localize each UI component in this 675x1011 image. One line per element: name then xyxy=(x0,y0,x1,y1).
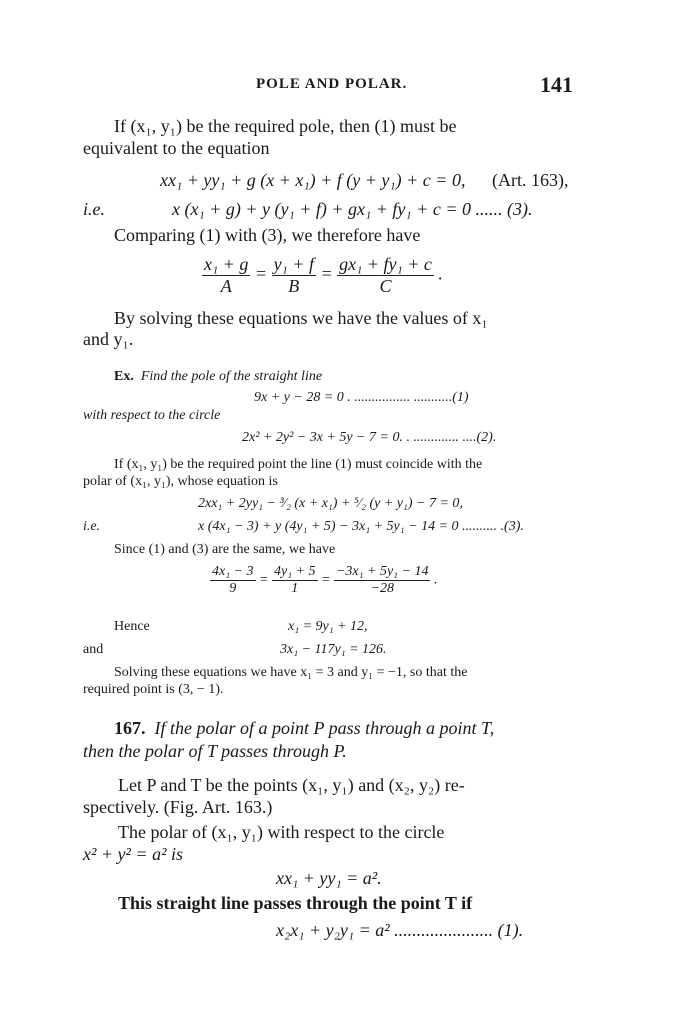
equation-1-ref: (Art. 163), xyxy=(492,170,569,190)
example-sentence-1: If (x₁, y₁) be the required point the line (1) must coincide with the xyxy=(114,457,483,472)
fraction-2: $\frac{\text{y₁ + f}}{B}$ xyxy=(273,254,314,296)
example-ie-label: i.e. xyxy=(83,519,101,534)
para-1-line-2: equivalent to the equation xyxy=(83,138,270,158)
example-sentence-5: required point is (3, − 1). xyxy=(83,682,224,697)
equation-3: $\frac{\text{x₁ + g}}{A}$ = $\frac{\text{y₁ + f}}{B}$ = $\frac{\text{gx₁ + fy₁ + c}}{C}$ . xyxy=(204,254,443,296)
article-167-line-3: The polar of (x₁, y₁) with respect to the circle xyxy=(118,822,445,842)
example-eq-3: 2xx₁ + 2yy₁ − ³⁄₂ (x + x₁) + ⁵⁄₂ (y + y₁) − 7 = 0, xyxy=(198,496,463,511)
equation-1: xx₁ + yy₁ + g (x + x₁) + f (y + y₁) + c = 0, xyxy=(160,170,466,190)
example-sentence-3: Since (1) and (3) are the same, we have xyxy=(114,542,336,557)
para-1-line-1: If (x₁, y₁) be the required pole, then (1) must be xyxy=(114,116,457,136)
equation-2: x (x₁ + g) + y (y₁ + f) + gx₁ + fy₁ + c = 0 ...... (3). xyxy=(172,199,533,219)
page-number: 141 xyxy=(540,72,573,97)
article-167-line-5: This straight line passes through the point T if xyxy=(118,893,473,913)
example-eq-2: 2x² + 2y² − 3x + 5y − 7 = 0. . ............. ....(2). xyxy=(242,430,497,445)
article-167-eq-2: x₂x₁ + y₂y₁ = a² ...................... (1). xyxy=(276,920,524,940)
example-sentence-4: Solving these equations we have x₁ = 3 and y₁ = −1, so that the xyxy=(114,665,468,680)
hence-label: Hence xyxy=(114,619,150,634)
article-167-theorem-line-2: then the polar of T passes through P. xyxy=(83,741,347,761)
fraction-1: $\frac{\text{x₁ + g}}{A}$ xyxy=(204,254,249,296)
example-eq-6: 3x₁ − 117y₁ = 126. xyxy=(280,642,387,657)
article-167-eq-1: xx₁ + yy₁ = a². xyxy=(276,868,382,888)
article-number: 167. xyxy=(114,718,146,738)
article-167-theorem-line-1: 167. If the polar of a point P pass through a point T, xyxy=(114,718,495,738)
example-eq-4: x (4x₁ − 3) + y (4y₁ + 5) − 3x₁ + 5y₁ − 14 = 0 .......... .(3). xyxy=(198,519,524,534)
example-fraction-3: $\frac{\text{−3x₁ + 5y₁ − 14}}{-28}$ xyxy=(335,564,429,596)
example-eq-1: 9x + y − 28 = 0 . ................ ...........(1) xyxy=(254,390,469,405)
para-3-line-2: and y₁. xyxy=(83,329,134,349)
fraction-3: $\frac{\text{gx₁ + fy₁ + c}}{C}$ xyxy=(339,254,432,296)
example-eq-5: x₁ = 9y₁ + 12, xyxy=(288,619,368,634)
example-fractions: $\frac{\text{4x₁ − 3}}{9}$ = $\frac{\text{4y₁ + 5}}{1}$ = $\frac{\text{−3x₁ + 5y₁ − 14}}{-28}$ . xyxy=(212,564,438,596)
running-title: POLE AND POLAR. xyxy=(256,76,408,92)
article-167-line-2: spectively. (Fig. Art. 163.) xyxy=(83,797,273,817)
example-fraction-1: $\frac{\text{4x₁ − 3}}{9}$ xyxy=(212,564,254,596)
example-heading: Ex. Find the pole of the straight line xyxy=(114,369,323,384)
para-2: Comparing (1) with (3), we therefore have xyxy=(114,225,421,245)
and-label: and xyxy=(83,642,104,657)
para-3-line-1: By solving these equations we have the values of x₁ xyxy=(114,308,488,328)
article-167-line-4: x² + y² = a² is xyxy=(83,844,183,864)
article-167-line-1: Let P and T be the points (x₁, y₁) and (x₂, y₂) re- xyxy=(118,775,465,795)
example-fraction-2: $\frac{\text{4y₁ + 5}}{1}$ xyxy=(273,564,316,596)
ie-label: i.e. xyxy=(83,199,105,219)
example-sentence-2: polar of (x₁, y₁), whose equation is xyxy=(83,474,278,489)
example-wrt: with respect to the circle xyxy=(83,408,221,423)
